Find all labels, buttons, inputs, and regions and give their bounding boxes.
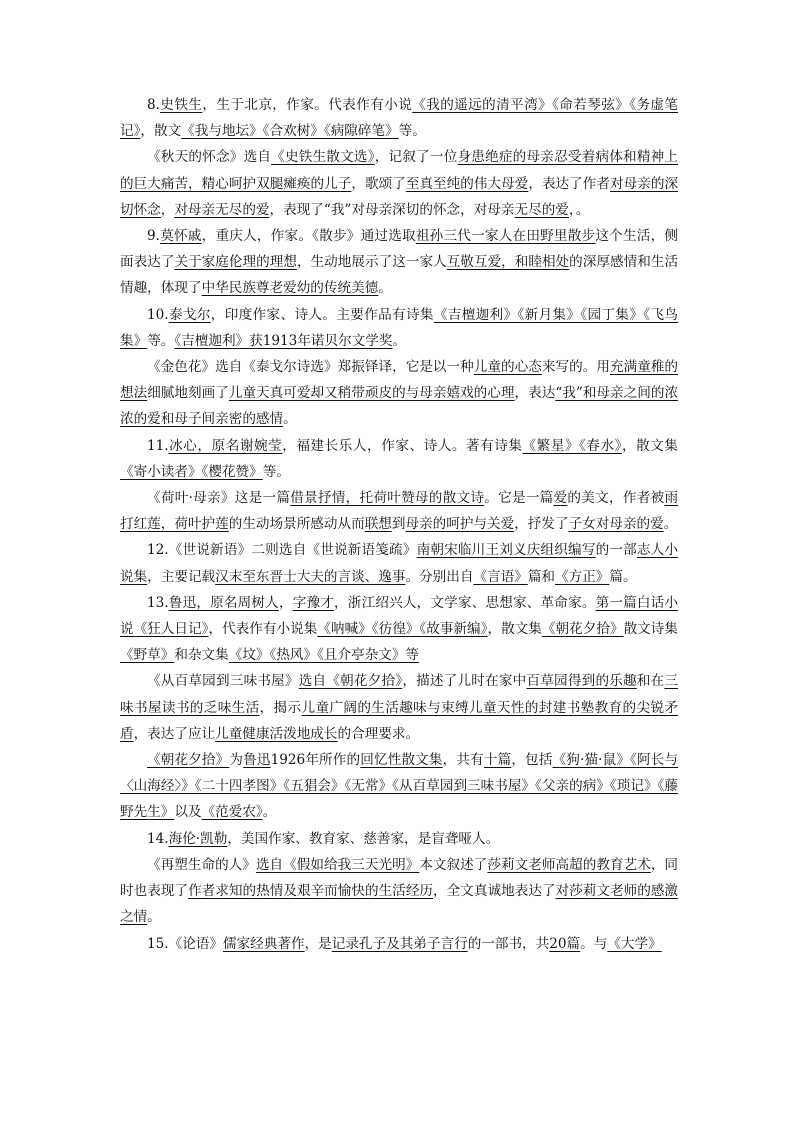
paragraph [120,485,678,537]
paragraph [120,354,678,433]
underlined-text: 鲁迅，原名周树人 [168,594,279,611]
text-run: ，代表作有小说集 [208,621,318,638]
text-run: 。 [283,411,297,428]
underlined-text: 联想 [364,516,392,533]
text-run: 的生动场景所感动从而 [228,516,365,533]
underlined-text: 《寄小读者》《樱花赞》 [120,463,263,480]
paragraph [120,747,678,826]
text-run: 来写的。用 [541,359,610,376]
text-run: 。 [663,516,678,533]
text-run: 。 [262,804,277,821]
text-run: 等。 [398,123,426,140]
text-run: ，浙江绍兴人，文学家、思想家、革命家。 [334,594,596,611]
underlined-text: 儿童的心态 [473,359,542,376]
paragraph [120,92,678,144]
paragraph [120,302,678,354]
paragraph [120,433,678,485]
text-run: 的一部书，共 [467,935,550,952]
paragraph [120,852,678,931]
underlined-text: 泰戈尔 [168,306,211,323]
text-run: ，表达 [514,385,556,402]
underlined-text: 爱 [553,490,568,507]
underlined-text: 史铁生 [159,97,203,113]
underlined-text: 《呐喊》《彷徨》《故事新编》 [317,621,488,638]
text-run: ，重庆人，作家。《散步》通过选取 [201,228,416,245]
underlined-text: 《野草》 [120,647,175,664]
underlined-text: 20篇 [549,935,581,952]
underlined-text: 记录孔子及其弟子言行 [331,935,468,952]
underlined-text: 《坟》《热风》《且介亭杂文》等 [228,647,420,664]
text-run: 的合理要求。 [337,725,420,742]
text-run: 的深厚感情和生活情趣，体现了 [120,254,679,297]
text-run: ，全文真诚地表达了 [433,883,556,900]
underlined-text: 《繁星》《春水》 [522,437,623,454]
text-run: ，散文 [140,123,182,140]
text-run: 11. [147,437,169,454]
text-run: ，包括 [511,752,553,769]
text-run: 12.《世说新语》二则选自《世说新语笺疏》 [147,542,417,559]
text-run: ，生动地展示了这一家人 [296,254,447,271]
text-run: 散文诗集 [623,621,678,638]
text-run: 。 [147,909,161,926]
text-run: 13. [147,594,169,611]
text-run: 。 [378,280,392,297]
underlined-text: 第一篇白话小说《狂人日记》 [120,594,679,638]
text-run: 14. [147,830,169,847]
underlined-text: 1913年诺贝尔文学奖 [262,332,393,349]
underlined-text: 《吉檀迦利》获 [174,332,263,349]
text-run: ，福建长乐人，作家、诗人。著有诗集 [282,437,523,454]
underlined-text: 身患绝症的母亲忍受着病体和精神上的巨大痛苦，精心呵护双腿瘫痪的儿子 [120,149,679,192]
text-run: ，散文集 [622,437,679,454]
underlined-text: 互敬互爱，和睦相处 [446,254,570,271]
text-run: ，是 [304,935,332,952]
text-run: 的美文，作者被 [567,490,665,507]
text-run: 《秋天的怀念》选自 [147,149,272,166]
underlined-text: 《朝花夕拾》 [541,621,624,638]
text-run: ， [160,201,175,218]
underlined-text: 海伦·凯勒 [168,830,228,847]
text-run: 篇。 [609,568,637,585]
text-run: 。与 [580,935,608,952]
underlined-text: 《方正》 [555,568,610,585]
text-run: 为 [229,752,244,769]
underlined-text: 雨打红莲，荷叶护莲 [120,490,679,533]
text-run: 这个生活，侧面表达了 [120,228,679,271]
text-run: ，美国作家、教育家、慈善家，是盲聋哑人。 [227,830,500,847]
paragraph [120,590,678,669]
paragraph [120,668,678,747]
underlined-text: 无尽的爱 [514,201,569,218]
underlined-text: 刘义庆组织编写 [499,542,596,559]
text-run: 以及 [174,804,202,821]
underlined-text: 南朝宋临川王 [416,542,500,559]
underlined-text: 《我与地坛》《合欢树》《病隙碎笔》 [181,123,399,140]
text-run: 《再塑生命的人》 [147,856,256,873]
underlined-text: 《范爱农》 [201,804,263,821]
underlined-text: 借景抒情，托荷叶赞母的散文诗 [290,490,485,507]
paragraph [120,223,678,302]
text-run: ，生于北京，作家。代表作有小说 [202,97,413,113]
text-run: 细腻地刻画了 [147,385,229,402]
text-run: ，散文集 [487,621,542,638]
text-run: 和杂文集 [174,647,229,664]
text-run: 到 [391,516,406,533]
text-run: 1926年所作的 [270,752,361,769]
paragraph [120,826,678,852]
underlined-text: 对母亲的深切怀念 [120,175,679,218]
underlined-text: 三味书屋读书的乏味生活 [120,673,679,716]
underlined-text: 《言语》 [473,568,528,585]
underlined-text: 百草园得到的乐趣 [526,673,637,690]
text-run: 10. [147,306,169,323]
underlined-text: 《狗·猫·鼠》《阿长与〈山海经〉》《二十四孝图》《五猖会》《无常》《从百草园到三味书屋》《父亲的病》《琐记》《藤野先生》 [120,752,679,821]
underlined-text: 《我的遥远的清平湾》《命若琴弦》《务虚笔记》 [120,97,679,140]
text-run: ，歌颂了 [351,175,406,192]
underlined-text: 中华民族尊老爱幼的传统美德 [201,280,379,297]
underlined-text: 《史铁生散文选》 [271,149,375,166]
underlined-text: 作者求知的热情及艰辛而愉快的生活经历 [188,883,434,900]
paragraph [120,144,678,223]
text-run: 15.《论语》 [147,935,223,952]
underlined-text: 汉末至东晋士大夫的言谈、逸事 [215,568,406,585]
document-body [120,92,678,957]
underlined-text: 对莎莉文老师的感激之情 [120,883,679,926]
underlined-text: 儒家经典著作 [223,935,305,952]
text-run: ，印度作家、诗人。主要作品有诗集 [210,306,434,323]
text-run: 《金色花》选自《泰戈尔诗选》郑振铎译，它是以一种 [147,359,474,376]
underlined-text: 儿童天真可爱却又稍带顽皮的与母亲嬉戏的心理 [228,385,515,402]
underlined-text: 《大学》 [607,935,662,952]
underlined-text: 《朝花夕拾》 [147,752,230,769]
text-run: 本文叙述了 [419,856,488,873]
text-run: 等。 [262,463,290,480]
text-run: ，记叙了一位 [374,149,458,166]
underlined-text: 对母亲无尽的爱 [174,201,270,218]
underlined-text: 祖孙三代一家人在田野里散步 [415,228,596,245]
text-run: ，主要记载 [147,568,216,585]
text-run: ，表现了“我”对母亲深切的怀念，对母亲 [269,201,515,218]
text-run: 《从百草园到三味书屋》 [147,673,299,690]
text-run: ，共有 [442,752,484,769]
text-run: ，。 [568,201,590,218]
underlined-text: 至真至纯的伟大母爱 [405,175,529,192]
paragraph [120,931,678,957]
underlined-text: 莫怀戚 [159,228,202,245]
text-run: 的一部 [595,542,637,559]
text-run: 篇和 [527,568,555,585]
underlined-text: “我”和母亲之间的浓浓的爱和母子间亲密的感情 [120,385,679,428]
underlined-text: 关于家庭伦理的理想 [174,254,297,271]
underlined-text: 冰心，原名谢婉莹 [168,437,283,454]
underlined-text: 《吉檀迦利》《新月集》《园丁集》《飞鸟集》 [120,306,678,349]
text-run: 。它是一篇 [484,490,554,507]
text-run: ，表达了应让 [133,725,216,742]
underlined-text: 儿童广阔的生活趣味与束缚儿童天性的封建书塾教育的尖锐矛盾 [120,699,679,742]
text-run: 和在 [636,673,665,690]
text-run: ，描述了儿时在家中 [402,673,527,690]
underlined-text: 选自《朝花夕拾》 [298,673,403,690]
underlined-text: 儿童健康活泼地成长 [215,725,338,742]
underlined-text: 母亲的呵护与关爱 [405,516,515,533]
text-run: ， [278,594,293,611]
text-run: ，抒发了 [514,516,569,533]
underlined-text: 子女对母亲的爱 [568,516,664,533]
text-run: ，同时也表现了 [120,856,679,900]
underlined-text: 回忆性散文集 [360,752,443,769]
underlined-text: 字豫才 [292,594,335,611]
underlined-text: 志人小说集 [120,542,679,585]
underlined-text: 充满童稚的想法 [120,359,679,402]
text-run: ，表达了作者 [528,175,610,192]
paragraph [120,537,678,589]
underlined-text: 鲁迅 [243,752,271,769]
underlined-text: 选自《假如给我三天光明》 [255,856,420,873]
text-run: 8. [147,97,160,113]
underlined-text: 十篇 [483,752,512,769]
text-run: 等。 [147,332,175,349]
text-run: 《荷叶·母亲》这是一篇 [147,490,291,507]
text-run: ，揭示 [259,699,302,716]
underlined-text: 莎莉文老师高超的教育艺术 [487,856,651,873]
text-run: 。 [392,332,407,349]
text-run: 。分别出自 [405,568,474,585]
text-run: 9. [147,228,160,245]
